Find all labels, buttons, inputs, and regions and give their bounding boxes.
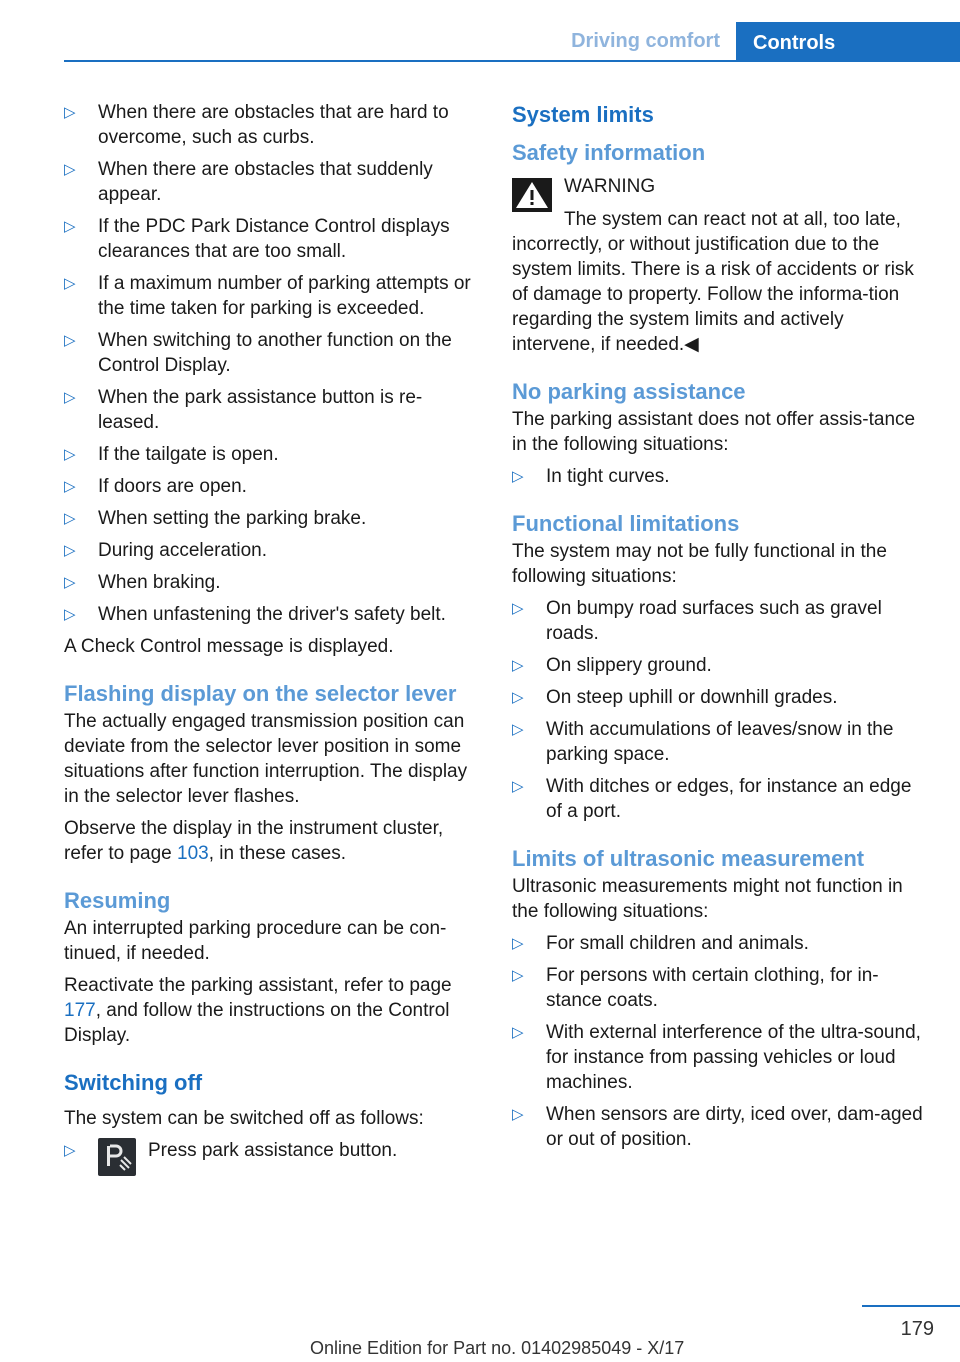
list-item: ▷ On bumpy road surfaces such as gravel roads. (512, 598, 882, 644)
warning-label: WARNING (564, 176, 656, 197)
triangle-right-icon: ▷ (512, 600, 524, 617)
list-item: ▷ With accumulations of leaves/snow in the parking space. (512, 719, 894, 765)
list-item: ▷ When there are obstacles that suddenly appear. (64, 159, 433, 205)
triangle-right-icon: ▷ (512, 689, 524, 706)
list-item: ▷ With ditches or edges, for instance an edge of a port. (512, 776, 912, 822)
flashing-heading: Flashing display on the selector lever (64, 681, 457, 706)
resuming-heading: Resuming (64, 888, 171, 913)
list-item: ▷ If a maximum number of parking attempts or the time taken for parking is exceeded. (64, 273, 471, 319)
safety-heading: Safety information (512, 140, 706, 165)
header-section: Driving comfort (571, 30, 720, 52)
abort-list (64, 100, 478, 627)
no-assist-heading: No parking assistance (512, 379, 746, 404)
list-item: ▷ When switching to another function on the Control Display. (64, 330, 452, 376)
triangle-right-icon: ▷ (64, 510, 76, 527)
list-item: ▷ When there are obstacles that are hard to overcome, such as curbs. (64, 102, 449, 148)
right-column (512, 100, 932, 1159)
triangle-right-icon: ▷ (512, 721, 524, 738)
triangle-right-icon: ▷ (64, 104, 76, 121)
list-item: ▷ With external interference of the ultra-sound, for instance from passing vehicles or loud machines. (512, 1022, 921, 1093)
functional-list (512, 596, 932, 824)
reactivate-text: Reactivate the parking assistant, refer to page 177, and follow the instructions on the Control Display. (64, 975, 452, 1046)
triangle-right-icon: ▷ (512, 967, 524, 984)
page-number: 179 (900, 1318, 934, 1340)
triangle-right-icon: ▷ (64, 332, 76, 349)
functional-text: The system may not be fully functional in the following situations: (512, 541, 887, 587)
switching-list (64, 1138, 478, 1176)
triangle-right-icon: ▷ (512, 657, 524, 674)
triangle-right-icon: ▷ (64, 542, 76, 559)
list-item: ▷ For persons with certain clothing, for in-stance coats. (512, 965, 879, 1011)
list-item: ▷ When setting the parking brake. (64, 508, 367, 529)
list-item: ▷ When braking. (64, 572, 221, 593)
triangle-right-icon: ▷ (512, 468, 524, 485)
triangle-right-icon: ▷ (64, 275, 76, 292)
triangle-right-icon: ▷ (64, 574, 76, 591)
warning-triangle-icon (512, 178, 552, 212)
ultrasonic-text: Ultrasonic measurements might not function in the following situations: (512, 876, 903, 922)
triangle-right-icon: ▷ (64, 389, 76, 406)
triangle-right-icon: ▷ (512, 935, 524, 952)
triangle-right-icon: ▷ (64, 1142, 76, 1159)
list-item: ▷ For small children and animals. (512, 933, 809, 954)
list-item: ▷ In tight curves. (512, 466, 670, 487)
list-item: ▷ On steep uphill or downhill grades. (512, 687, 838, 708)
triangle-right-icon: ▷ (64, 606, 76, 623)
triangle-right-icon: ▷ (64, 218, 76, 235)
list-item: ▷ When unfastening the driver's safety belt. (64, 604, 446, 625)
header-tab: Controls (736, 22, 960, 62)
page-link-103[interactable]: 103 (177, 843, 209, 864)
warning-block (512, 174, 932, 199)
functional-heading: Functional limitations (512, 511, 740, 536)
system-limits-heading: System limits (512, 102, 654, 127)
list-item: ▷ On slippery ground. (512, 655, 712, 676)
switching-heading: Switching off (64, 1070, 203, 1095)
triangle-right-icon: ▷ (64, 446, 76, 463)
park-assist-button-icon (98, 1138, 136, 1176)
ultrasonic-list (512, 931, 932, 1152)
warning-text: The system can react not at all, too late, incorrectly, or without justification due to the system limits. There is a risk of accidents or risk of damage to property. Follow the informa-tion regarding the system limits and actively intervene, if needed.◀ (512, 209, 914, 355)
list-item: ▷ Press park assistance button. (64, 1138, 478, 1176)
list-item: ▷ When the park assistance button is re-leased. (64, 387, 423, 433)
check-control-text: A Check Control message is displayed. (64, 636, 394, 657)
list-item: ▷ If the tailgate is open. (64, 444, 279, 465)
triangle-right-icon: ▷ (512, 778, 524, 795)
edition-note: Online Edition for Part no. 01402985049 - X/17 (310, 1338, 685, 1358)
triangle-right-icon: ▷ (512, 1106, 524, 1123)
no-assist-text: The parking assistant does not offer assis-tance in the following situations: (512, 409, 916, 455)
triangle-right-icon: ▷ (512, 1024, 524, 1041)
ultrasonic-heading: Limits of ultrasonic measurement (512, 846, 865, 871)
footer-rule (862, 1305, 960, 1307)
observe-text: Observe the display in the instrument cluster, refer to page 103, in these cases. (64, 818, 444, 864)
page-link-177[interactable]: 177 (64, 1000, 96, 1021)
list-item: ▷ During acceleration. (64, 540, 267, 561)
list-item: ▷ When sensors are dirty, iced over, dam-aged or out of position. (512, 1104, 923, 1150)
list-item: ▷ If doors are open. (64, 476, 247, 497)
header-rule (64, 60, 960, 62)
triangle-right-icon: ▷ (64, 161, 76, 178)
flashing-text: The actually engaged transmission position can deviate from the selector lever position in some situations after function interruption. The display in the selector lever flashes. (64, 711, 468, 807)
resuming-text: An interrupted parking procedure can be con-tinued, if needed. (64, 918, 447, 964)
switching-text: The system can be switched off as follows: (64, 1108, 424, 1129)
left-column (64, 100, 478, 1183)
no-assist-list (512, 464, 932, 489)
list-item: ▷ If the PDC Park Distance Control displays clearances that are too small. (64, 216, 450, 262)
triangle-right-icon: ▷ (64, 478, 76, 495)
